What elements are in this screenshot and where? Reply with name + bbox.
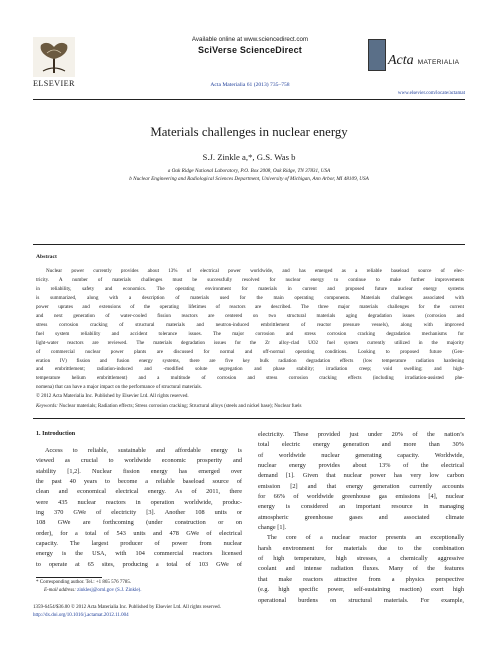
body-line: electricity. These provided just under 20% of the nation’s xyxy=(258,431,464,438)
abstract-line: is summarized, along with a description of materials used for the main operating components. Materials challenges associated with xyxy=(36,294,464,301)
abstract-line: nomena) that can have a major impact on the performance of structural materials. xyxy=(36,384,202,391)
abstract-line: tricity. A number of materials challenges must be successfully resolved for nuclear energy to continue to make further improvements xyxy=(36,276,464,283)
intro-left-column xyxy=(36,446,242,570)
abstract-heading: Abstract xyxy=(36,254,57,260)
acta-materialia-logo xyxy=(368,39,464,77)
sciverse-text: SciVerse ScienceDirect xyxy=(198,45,302,55)
body-line: total electric energy generation and more than 30% xyxy=(258,441,464,449)
body-line: capacity. The largest producer of power from nuclear xyxy=(36,540,242,548)
abstract-bottom-rule xyxy=(33,418,465,419)
body-line: 108 GWe are forthcoming (under construction or on xyxy=(36,519,242,527)
available-online: Available online at www.sciencedirect.com xyxy=(191,36,309,43)
elsevier-logo xyxy=(33,37,75,77)
footnote-corresponding: * Corresponding author. Tel.: +1 865 576 7785. xyxy=(36,580,132,585)
body-line: of high temperature, high stresses, a chemically aggressive xyxy=(258,555,464,563)
body-line: ing 370 GWe of electricity [3]. Another 108 units or xyxy=(36,509,242,517)
intro-heading: 1. Introduction xyxy=(36,431,76,437)
doi-link[interactable]: http://dx.doi.org/10.1016/j.actamat.2012.11.004 xyxy=(33,613,129,618)
body-line: emission [2] and that energy generation currently accounts xyxy=(258,482,464,490)
body-line: energy is considered an important resource in managing xyxy=(258,503,464,511)
abstract-line: and embrittlement; radiation-induced and -modified solute segregation and phase stability; irradiation creep; void swelling; and high- xyxy=(36,366,464,373)
abstract-line: Nuclear power currently provides about 13% of electrical power worldwide, and has emerged as a reliable baseload source of elec- xyxy=(46,268,464,274)
body-line: of worldwide nuclear generating capacity. Worldwide, xyxy=(258,451,464,459)
body-line: operational burdens on structural materials. For example, xyxy=(258,596,464,604)
acta-logo-acta: Acta xyxy=(388,53,414,68)
keywords-label: Keywords: xyxy=(36,403,58,409)
body-line: nuclear energy provides about 13% of the electrical xyxy=(258,462,464,470)
body-line: coolant and intense radiation fluxes. Many of the features xyxy=(258,565,464,573)
abstract-line: stress corrosion cracking of structural materials and neutron-induced embrittlement of reactor pressure vessels), along with improved xyxy=(36,321,464,328)
body-line: Access to reliable, sustainable and affordable energy is xyxy=(45,447,242,454)
abstract-line: temperature helium embrittlement) and a multitude of corrosion and stress corrosion cracking effects (including irradiation-assisted phe- xyxy=(36,375,464,382)
journal-reference[interactable]: Acta Materialia 61 (2013) 735–758 xyxy=(210,82,290,88)
body-line: atmospheric greenhouse gases and associated climate xyxy=(258,513,464,521)
abstract-line: power uprates and extensions of the operating lifetimes of reactors are described. The three major materials challenges for the current xyxy=(36,303,464,310)
intro-right-column xyxy=(258,430,464,606)
footnote-rule xyxy=(36,577,102,578)
acta-cover-icon xyxy=(368,39,386,71)
body-line: clean and economical electrical energy. As of 2011, there xyxy=(36,488,242,496)
abstract-line: of commercial nuclear power plants are discussed for normal and off-normal operating conditions. Looking to proposed future (Gen- xyxy=(36,348,464,355)
keywords-text: Nuclear materials; Radiation effects; Stress corrosion cracking; Structural alloys (steels and nickel base); Nuclear fuels xyxy=(59,403,302,409)
email-link[interactable]: zinklesj@ornl.gov (S.J. Zinkle). xyxy=(77,588,142,593)
elsevier-wordmark: ELSEVIER xyxy=(33,79,75,88)
body-line: the past 40 years to become a reliable baseload source of xyxy=(36,478,242,486)
journal-homepage-link[interactable]: www.elsevier.com/locate/actamat xyxy=(397,91,465,96)
abstract-line: in reliability, safety and economics. The operating environment for materials in current and proposed future nuclear energy systems xyxy=(36,285,464,292)
abstract-line: eration IV) fission and fusion energy systems, there are five key bulk radiation degradation effects (low temperature radiation hardening xyxy=(36,357,464,364)
body-line: The core of a nuclear reactor presents an exceptionally xyxy=(267,534,464,542)
abstract-line: and next generation of water-cooled fission reactors are centered on two structural materials aging degradation issues (corrosion and xyxy=(36,312,464,319)
abstract-top-rule xyxy=(33,244,465,245)
sciverse-logo xyxy=(150,45,350,55)
email-label: E-mail address: xyxy=(44,588,76,593)
abstract-copyright: © 2012 Acta Materialia Inc. Published by Elsevier Ltd. All rights reserved. xyxy=(36,393,189,400)
abstract-body xyxy=(36,267,464,401)
body-line: for 66% of worldwide greenhouse gas emissions [4], nuclear xyxy=(258,493,464,501)
body-line: viewed as crucial to worldwide economic prosperity and xyxy=(36,457,242,465)
issn-line: 1359-6454/$36.00 © 2012 Acta Materialia Inc. Published by Elsevier Ltd. All rights reserved. xyxy=(33,605,221,610)
body-line: that make reactors attractive from a physics perspective xyxy=(258,575,464,583)
footnote-email xyxy=(44,588,141,594)
body-line: harsh environment for materials due to the combination xyxy=(258,544,464,552)
keywords-line xyxy=(36,403,464,409)
affiliation-b: b Nuclear Engineering and Radiological Sciences Department, University of Michigan, Ann Arbor, MI 48109, USA xyxy=(129,176,369,182)
abstract-line: light-water reactors are reviewed. The materials degradation issues for the Zr alloy-clad UO2 fuel system currently utilized in the majority xyxy=(36,339,464,346)
body-line: stability [1,2]. Nuclear fission energy has emerged over xyxy=(36,467,242,475)
body-line: order), for a total of 543 units and 478 GWe of electrical xyxy=(36,529,242,537)
article-authors: S.J. Zinkle a,*, G.S. Was b xyxy=(202,152,296,162)
acta-logo-materialia: MATERIALIA xyxy=(417,59,460,66)
body-line: energy is the USA, with 104 commercial reactors licensed xyxy=(36,550,242,558)
body-line: (e.g. high specific power, self-sustaining reaction) exert high xyxy=(258,586,464,594)
affiliation-a: a Oak Ridge National Laboratory, P.O. Box 2008, Oak Ridge, TN 37831, USA xyxy=(167,168,331,174)
header-rule xyxy=(33,99,465,100)
body-line: were 435 nuclear reactors in operation worldwide, produc- xyxy=(36,498,242,506)
article-title: Materials challenges in nuclear energy xyxy=(150,125,348,139)
body-line: change [1]. xyxy=(258,524,287,532)
body-line: to operate at 65 sites, producing a total of 103 GWe of xyxy=(36,560,242,568)
body-line: demand [1]. Given that nuclear power has very low carbon xyxy=(258,472,464,480)
abstract-line: fuel system reliability and accident tolerance issues. The major corrosion and stress corrosion cracking degradation mechanisms for xyxy=(36,330,464,337)
elsevier-tree-icon xyxy=(33,37,75,77)
